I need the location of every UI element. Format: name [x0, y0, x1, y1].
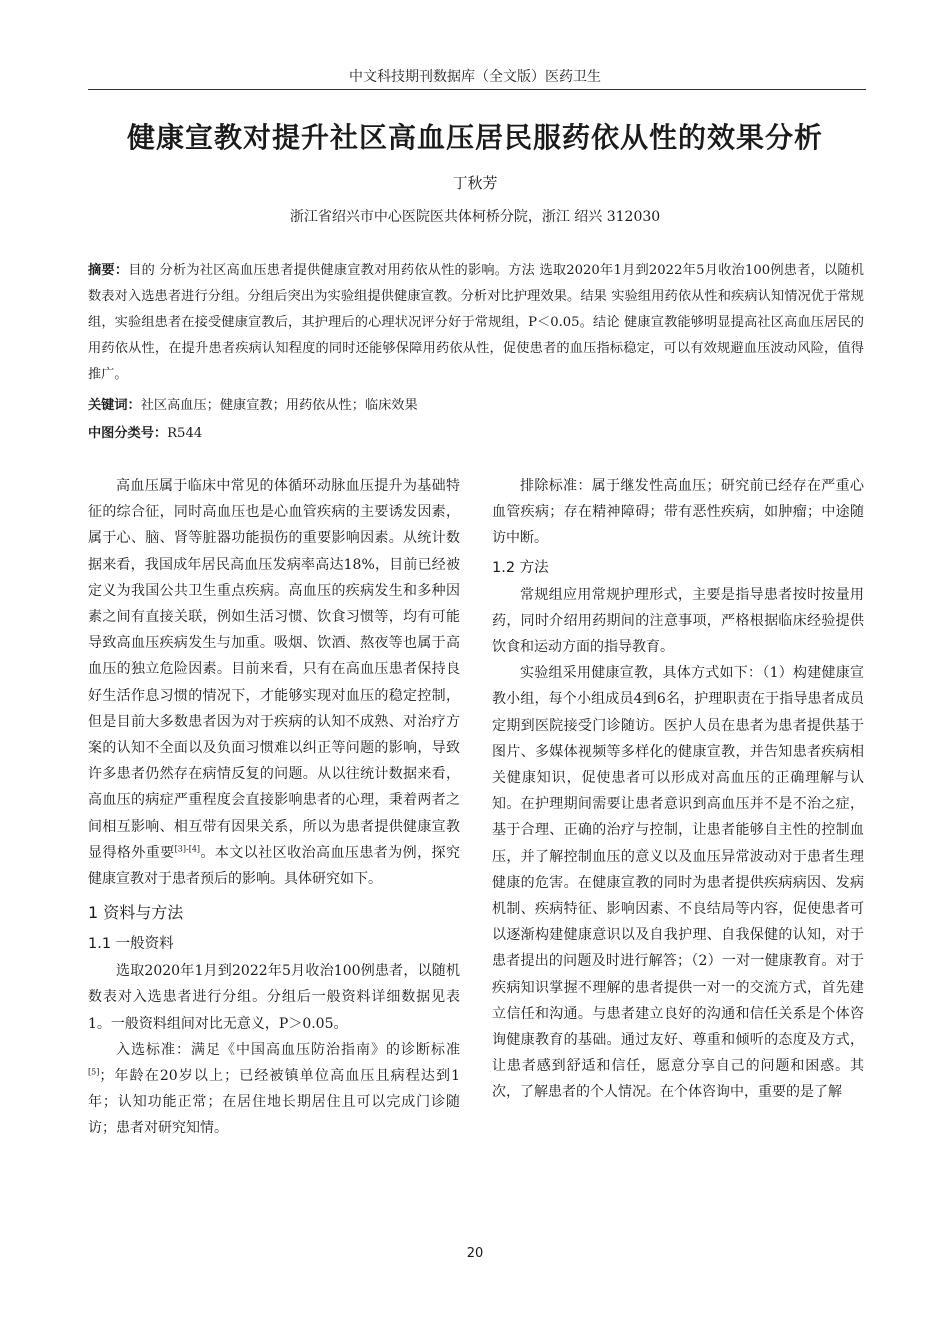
clc-text: R544 [167, 426, 203, 441]
section-heading-1-2: 1.2 方法 [492, 559, 549, 576]
page-number: 20 [466, 1246, 484, 1261]
keywords [88, 395, 864, 417]
experimental-group-paragraph: 实验组采用健康宣教，具体方式如下：（1）构建健康宣教小组，每个小组成员4到6名，护理职责在于指导患者成员定期到医院接受门诊随访。医护人员在患者为患者提供基于图片、多媒体视频等多样化的健康宣教，并告知患者疾病相关健康知识，促使患者可以形成对高血压的正确理解与认知。在护理期间需要让患者意识到高血压并不是不治之症，基于合理、正确的治疗与控制，让患者能够自主性的控制血压，并了解控制血压的意义以及血压异常波动对于患者生理健康的危害。在健康宣教的同时为患者提供疾病病因、发病机制、疾病特征、影响因素、不良结局等内容，促使患者可以逐渐构建健康意识以及自我护理、自我保健的认知，对于患者提出的问题及时进行解答；（2）一对一健康教育。对于疾病知识掌握不理解的患者提供一对一的交流方式，首先建立信任和沟通。与患者建立良好的沟通和信任关系是个体咨询健康教育的基础。通过友好、尊重和倾听的态度及方式，让患者感到舒适和信任，愿意分享自己的问题和困惑。其次，了解患者的个人情况。在个体咨询中，重要的是了解 [492, 665, 864, 1101]
clc-label: 中图分类号： [88, 426, 168, 441]
section-heading-1: 1 资料与方法 [88, 903, 184, 923]
header-divider [88, 89, 866, 90]
journal-header: 中文科技期刊数据库（全文版）医药卫生 [349, 69, 601, 85]
section-heading-1-1: 1.1 一般资料 [88, 936, 174, 953]
intro-text-end: 。本文以社区收治高血压患者为例，探究健康宣教对于患者预后的影响。具体研究如下。 [88, 844, 460, 888]
inclusion-criteria-paragraph [88, 1037, 460, 1142]
inclusion-citation: [5] [88, 1067, 100, 1077]
classification-number [88, 423, 864, 445]
routine-group-paragraph: 常规组应用常规护理形式，主要是指导患者按时按量用药，同时介绍用药期间的注意事项，严格根据临床经验提供饮食和运动方面的指导教育。 [492, 586, 864, 656]
intro-paragraph [88, 473, 460, 892]
article-title: 健康宣教对提升社区高血压居民服药依从性的效果分析 [126, 121, 823, 154]
inclusion-text-end: ；年龄在20岁以上；已经被镇单位高血压且病程达到1年；认知功能正常；在居住地长期居住且可以完成门诊随访；患者对研究知情。 [88, 1068, 460, 1137]
author-name: 丁秋芳 [452, 174, 498, 192]
left-column [88, 473, 460, 1142]
keywords-text: 社区高血压；健康宣教；用药依从性；临床效果 [140, 398, 418, 413]
keywords-label: 关键词： [88, 398, 141, 413]
author-affiliation: 浙江省绍兴市中心医院医共体柯桥分院，浙江 绍兴 312030 [289, 209, 661, 225]
exclusion-criteria-paragraph: 排除标准：属于继发性高血压；研究前已经存在严重心血管疾病；存在精神障碍；带有恶性疾病，如肿瘤；中途随访中断。 [492, 478, 864, 547]
inclusion-text: 入选标准：满足《中国高血压防治指南》的诊断标准 [116, 1041, 460, 1058]
intro-text: 高血压属于临床中常见的体循环动脉血压提升为基础特征的综合征，同时高血压也是心血管疾病的主要诱发因素，属于心、脑、肾等脏器功能损伤的重要影响因素。从统计数据来看，我国成年居民高血压发病率高达18%，目前已经被定义为我国公共卫生重点疾病。高血压的疾病发生和多种因素之间有直接关联，例如生活习惯、饮食习惯等，均有可能导致高血压疾病发生与加重。吸烟、饮酒、熬夜等也属于高血压的独立危险因素。目前来看，只有在高血压患者保持良好生活作息习惯的情况下，才能够实现对血压的稳定控制，但是目前大多数患者因为对于疾病的认知不成熟、对治疗方案的认知不全面以及负面习惯难以纠正等问题的影响，导致许多患者仍然存在病情反复的问题。从以往统计数据来看，高血压的病症严重程度会直接影响患者的心理，秉着两者之间相互影响、相互带有因果关系，所以为患者提供健康宣教显得格外重要 [88, 478, 460, 861]
abstract-text: 目的 分析为社区高血压患者提供健康宣教对用药依从性的影响。方法 选取2020年1月到2022年5月收治100例患者，以随机数表对入选患者进行分组。分组后突出为实验组提供健康宣教。分析对比护理效果。结果 实验组用药依从性和疾病认知情况优于常规组，实验组患者在接受健康宣教后，其护理后的心理状况评分好于常规组，P＜0.05。结论 健康宣教能够明显提高社区高血压居民的用药依从性，在提升患者疾病认知程度的同时还能够保障用药依从性，促使患者的血压指标稳定，可以有效规避血压波动风险，值得推广。 [88, 263, 864, 382]
intro-citation: [3]-[4] [174, 844, 201, 854]
abstract-label: 摘要： [88, 263, 129, 278]
general-data-paragraph: 选取2020年1月到2022年5月收治100例患者，以随机数表对入选患者进行分组。分组后一般资料详细数据见表1。一般资料组间对比无意义，P＞0.05。 [88, 963, 460, 1032]
right-column [492, 473, 864, 1106]
abstract [88, 258, 864, 388]
